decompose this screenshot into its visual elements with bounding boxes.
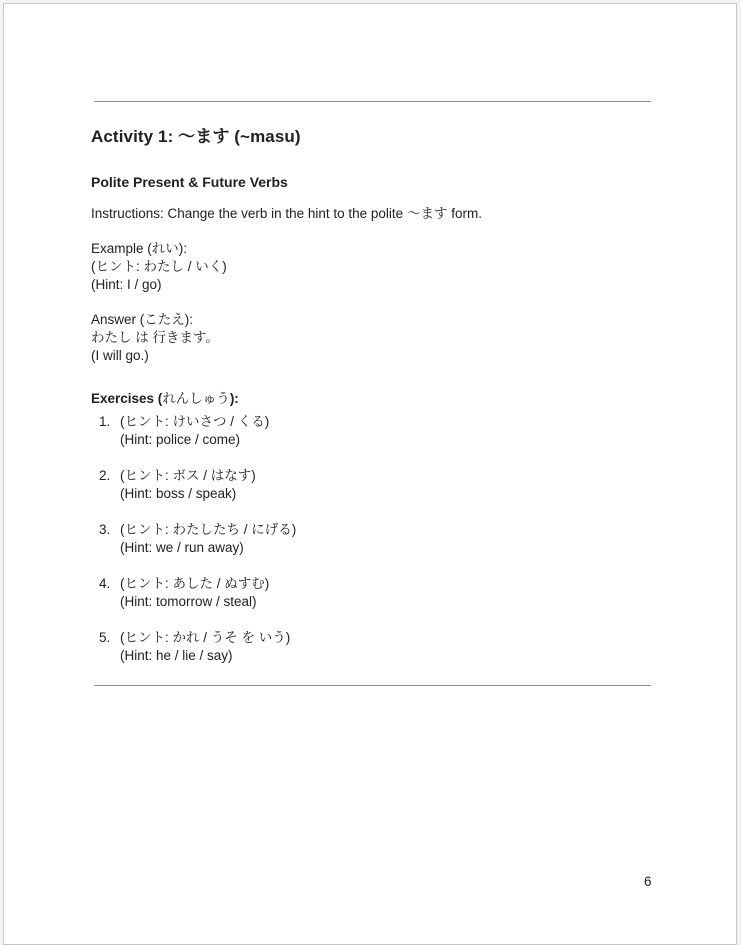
exercise-hint-en: (Hint: he / lie / say) bbox=[120, 648, 233, 663]
exercises-list bbox=[91, 413, 651, 665]
exercise-hint-jp: (ヒント: かれ / うそ を いう) bbox=[120, 630, 291, 645]
exercise-hint-jp: (ヒント: ボス / はなす) bbox=[120, 468, 256, 483]
exercise-item-5 bbox=[91, 629, 651, 665]
answer-en: (I will go.) bbox=[91, 348, 149, 363]
exercise-item-4 bbox=[91, 575, 651, 611]
answer-block bbox=[91, 311, 651, 365]
example-hint-jp: (ヒント: わたし / いく) bbox=[91, 259, 227, 274]
document-page bbox=[3, 3, 737, 945]
exercise-number: 3. bbox=[99, 522, 111, 537]
exercises-title-end: ): bbox=[229, 391, 239, 406]
answer-label: Answer (こたえ): bbox=[91, 312, 194, 327]
exercises-title-jp: れんしゅう bbox=[162, 391, 230, 406]
exercise-hint-en: (Hint: boss / speak) bbox=[120, 486, 237, 501]
page-number: 6 bbox=[644, 874, 652, 889]
exercise-hint-en: (Hint: tomorrow / steal) bbox=[120, 594, 257, 609]
exercise-number: 1. bbox=[99, 414, 111, 429]
exercise-item-2 bbox=[91, 467, 651, 503]
exercises-title-start: Exercises ( bbox=[91, 391, 163, 406]
exercise-number: 4. bbox=[99, 576, 111, 591]
example-hint-en: (Hint: I / go) bbox=[91, 277, 162, 292]
example-block bbox=[91, 240, 651, 294]
instructions-text: Instructions: Change the verb in the hint to the polite ～ます form. bbox=[91, 206, 482, 221]
exercise-item-1 bbox=[91, 413, 651, 449]
top-horizontal-rule bbox=[94, 101, 651, 102]
bottom-horizontal-rule bbox=[94, 685, 651, 686]
exercise-hint-jp: (ヒント: あした / ぬすむ) bbox=[120, 576, 270, 591]
example-label: Example (れい): bbox=[91, 241, 188, 256]
exercise-item-3 bbox=[91, 521, 651, 557]
exercise-hint-jp: (ヒント: けいさつ / くる) bbox=[120, 414, 270, 429]
page-content bbox=[91, 122, 651, 683]
exercise-hint-jp: (ヒント: わたしたち / にげる) bbox=[120, 522, 297, 537]
exercises-title bbox=[91, 390, 651, 408]
activity-subtitle: Polite Present & Future Verbs bbox=[91, 174, 288, 190]
answer-jp: わたし は 行きます。 bbox=[91, 330, 219, 345]
exercise-number: 2. bbox=[99, 468, 111, 483]
exercise-hint-en: (Hint: police / come) bbox=[120, 432, 241, 447]
exercise-number: 5. bbox=[99, 630, 111, 645]
activity-title: Activity 1: ～ます (~masu) bbox=[91, 127, 301, 146]
exercise-hint-en: (Hint: we / run away) bbox=[120, 540, 244, 555]
